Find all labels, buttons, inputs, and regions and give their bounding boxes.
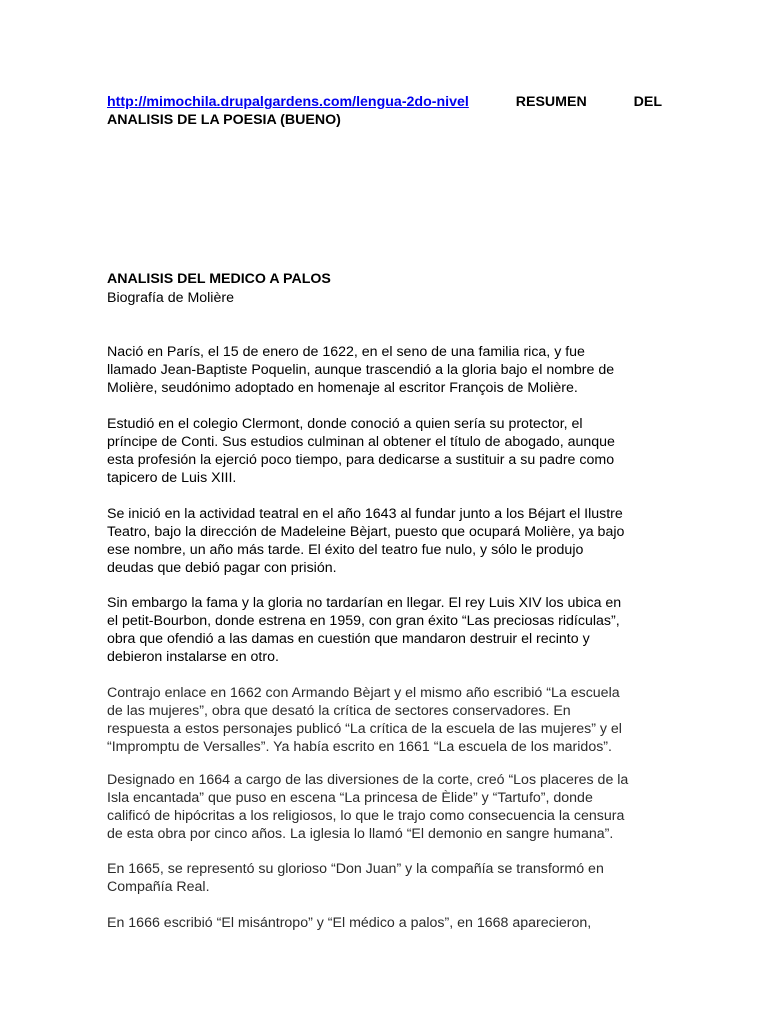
text-line: Nació en París, el 15 de enero de 1622, en el seno de una familia rica, y fue (107, 344, 585, 360)
text-line: llamado Jean-Baptiste Poquelin, aunque trascendió a la gloria bajo el nombre de (107, 362, 615, 378)
text-line: debieron instalarse en otro. (107, 649, 279, 665)
text-line: de las mujeres”, obra que desató la crítica de sectores conservadores. En (107, 703, 571, 719)
text-line: Estudió en el colegio Clermont, donde conoció a quien sería su protector, el (107, 416, 583, 432)
paragraph-marriage (107, 684, 667, 756)
text-line: Compañía Real. (107, 879, 210, 895)
header-word-del: DEL (633, 94, 662, 110)
document-title: ANALISIS DEL MEDICO A PALOS (107, 271, 331, 287)
header-subtitle: ANALISIS DE LA POESIA (BUENO) (107, 112, 341, 128)
text-line: príncipe de Conti. Sus estudios culminan al obtener el título de abogado, aunque (107, 434, 615, 450)
text-line: calificó de hipócritas a los religiosos, lo que le trajo como consecuencia la censura (107, 808, 625, 824)
text-line: obra que ofendió a las damas en cuestión que mandaron destruir el recinto y (107, 631, 590, 647)
text-line: ese nombre, un año más tarde. El éxito del teatro fue nulo, y sólo le produjo (107, 542, 584, 558)
text-line: deudas que debió pagar con prisión. (107, 560, 337, 576)
text-line: esta profesión la ejerció poco tiempo, para dedicarse a sustituir a su padre como (107, 452, 615, 468)
text-line: Molière, seudónimo adoptado en homenaje al escritor François de Molière. (107, 380, 578, 396)
text-line: Sin embargo la fama y la gloria no tardarían en llegar. El rey Luis XIV los ubica en (107, 595, 622, 611)
paragraph-don-juan (107, 860, 667, 896)
text-line: Isla encantada” que puso en escena “La princesa de Èlide” y “Tartufo”, donde (107, 790, 593, 806)
paragraph-birth (107, 343, 667, 397)
text-line: En 1665, se representó su glorioso “Don Juan” y la compañía se transformó en (107, 861, 604, 877)
paragraph-studies (107, 415, 667, 487)
text-line: Teatro, bajo la dirección de Madeleine Bèjart, puesto que ocupará Molière, ya bajo (107, 524, 625, 540)
header-line (107, 93, 662, 111)
text-line: respuesta a estos personajes publicó “La crítica de la escuela de las mujeres” y el (107, 721, 622, 737)
paragraph-court (107, 771, 667, 843)
text-line: de esta obra por cinco años. La iglesia lo llamó “El demonio en sangre humana”. (107, 826, 614, 842)
paragraph-fame (107, 594, 667, 666)
paragraph-theatre (107, 505, 667, 577)
paragraph-misanthrope (107, 914, 667, 932)
text-line: el petit-Bourbon, donde estrena en 1959, con gran éxito “Las preciosas ridículas”, (107, 613, 620, 629)
text-line: “Impromptu de Versalles”. Ya había escrito en 1661 “La escuela de los maridos”. (107, 739, 612, 755)
text-line: Se inició en la actividad teatral en el año 1643 al fundar junto a los Béjart el Ilustre (107, 506, 623, 522)
header-word-resumen: RESUMEN (515, 94, 587, 110)
text-line: tapicero de Luis XIII. (107, 470, 237, 486)
text-line: En 1666 escribió “El misántropo” y “El médico a palos”, en 1668 aparecieron, (107, 915, 592, 931)
text-line: Contrajo enlace en 1662 con Armando Bèjart y el mismo año escribió “La escuela (107, 685, 620, 701)
source-link[interactable]: http://mimochila.drupalgardens.com/lengua-2do-nivel (107, 94, 469, 110)
document-subtitle: Biografía de Molière (107, 290, 234, 306)
text-line: Designado en 1664 a cargo de las diversiones de la corte, creó “Los placeres de la (107, 772, 629, 788)
